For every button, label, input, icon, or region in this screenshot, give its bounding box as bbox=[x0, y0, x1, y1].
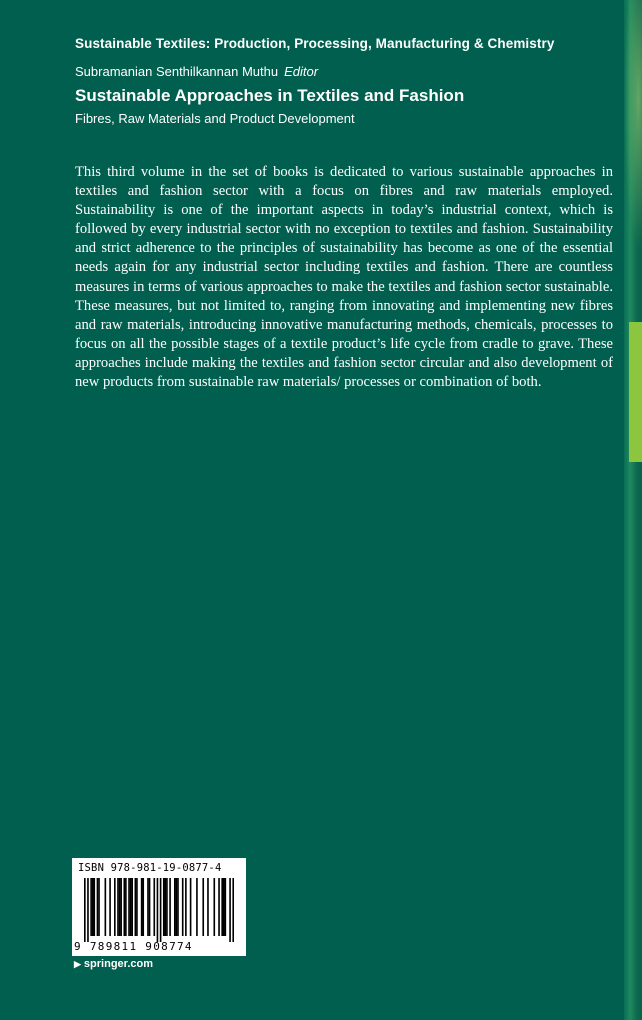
barcode-bars bbox=[84, 878, 234, 942]
barcode-bar bbox=[93, 878, 95, 936]
barcode-bar bbox=[163, 878, 165, 936]
barcode-bar bbox=[84, 878, 86, 942]
barcode-bar bbox=[185, 878, 187, 936]
book-title: Sustainable Approaches in Textiles and Fashion bbox=[75, 86, 465, 105]
barcode-bar bbox=[109, 878, 111, 936]
barcode-bar bbox=[174, 878, 176, 936]
barcode-bar bbox=[190, 878, 192, 936]
barcode-bar bbox=[153, 878, 155, 936]
back-cover-blurb: This third volume in the set of books is dedicated to various sustainable approaches in textiles and fashion sector with a focus on fibres and raw materials employed. Sustainability is one of the important aspects in today’s industrial context, which is followed by every industrial sector with no exception to textiles and fashion. Sustainability and strict adherence to the principles of sustainability has become as one of the essential needs again for any industrial sector including textiles and fashion. There are countless measures in terms of various approaches to make the textiles and fashion sector sustainable. These measures, but not limited to, ranging from innovating and implementing new fibres and raw materials, introducing innovative manufacturing methods, chemicals, processes to focus on all the possible stages of a textile product’s life cycle from cradle to grave. These approaches include making the textiles and fashion sector circular and also development of new products from sustainable raw materials/ processes or combination of both. bbox=[75, 164, 613, 391]
barcode-bar bbox=[90, 878, 92, 936]
barcode-bar bbox=[92, 878, 94, 936]
barcode-bar bbox=[87, 878, 89, 942]
book-subtitle: Fibres, Raw Materials and Product Development bbox=[75, 111, 355, 126]
barcode-bar bbox=[105, 878, 107, 936]
barcode-bar bbox=[176, 878, 178, 936]
barcode-bar bbox=[207, 878, 209, 936]
barcode-digits: 9 789811 908774 bbox=[74, 940, 193, 953]
barcode-bar bbox=[141, 878, 143, 936]
editor-name: Subramanian Senthilkannan Muthu bbox=[75, 64, 279, 79]
barcode-bar bbox=[169, 878, 171, 936]
barcode-bar bbox=[166, 878, 168, 936]
barcode-bar bbox=[232, 878, 234, 942]
barcode-bar bbox=[142, 878, 144, 936]
barcode-bar bbox=[130, 878, 132, 936]
barcode-bar bbox=[213, 878, 215, 936]
barcode-bar bbox=[218, 878, 220, 936]
barcode-bar bbox=[117, 878, 119, 936]
spine-edge bbox=[624, 0, 642, 1020]
barcode-bar bbox=[136, 878, 138, 936]
barcode-bar bbox=[202, 878, 204, 936]
barcode-bar bbox=[131, 878, 133, 936]
barcode-bar bbox=[225, 878, 227, 936]
isbn-barcode bbox=[72, 858, 246, 956]
barcode-bar bbox=[160, 878, 162, 942]
barcode-bar bbox=[157, 878, 159, 942]
triangle-right-icon: ▶ bbox=[74, 959, 81, 969]
editor-line bbox=[75, 64, 318, 79]
series-title: Sustainable Textiles: Production, Processing, Manufacturing & Chemistry bbox=[75, 36, 555, 51]
barcode-bar bbox=[119, 878, 121, 936]
barcode-bar bbox=[177, 878, 179, 936]
barcode-bar bbox=[223, 878, 225, 936]
publisher-url: springer.com bbox=[83, 958, 153, 970]
barcode-bar bbox=[98, 878, 100, 936]
barcode-bar bbox=[147, 878, 149, 936]
publisher-link[interactable] bbox=[74, 958, 153, 970]
barcode-bar bbox=[123, 878, 125, 936]
barcode-bar bbox=[229, 878, 231, 942]
barcode-bar bbox=[149, 878, 151, 936]
barcode-bar bbox=[196, 878, 198, 936]
barcode-bar bbox=[128, 878, 130, 936]
editor-role: Editor bbox=[284, 64, 319, 79]
barcode-bar bbox=[135, 878, 137, 936]
barcode-bar bbox=[120, 878, 122, 936]
barcode-bar bbox=[97, 878, 99, 936]
barcode-bar bbox=[114, 878, 116, 936]
isbn-label: ISBN 978-981-19-0877-4 bbox=[78, 862, 222, 874]
spine-glow bbox=[624, 0, 642, 250]
barcode-bar bbox=[125, 878, 127, 936]
barcode-bar bbox=[182, 878, 184, 936]
barcode-bar bbox=[165, 878, 167, 936]
spine-accent-bar bbox=[629, 322, 642, 462]
barcode-bar bbox=[221, 878, 223, 936]
